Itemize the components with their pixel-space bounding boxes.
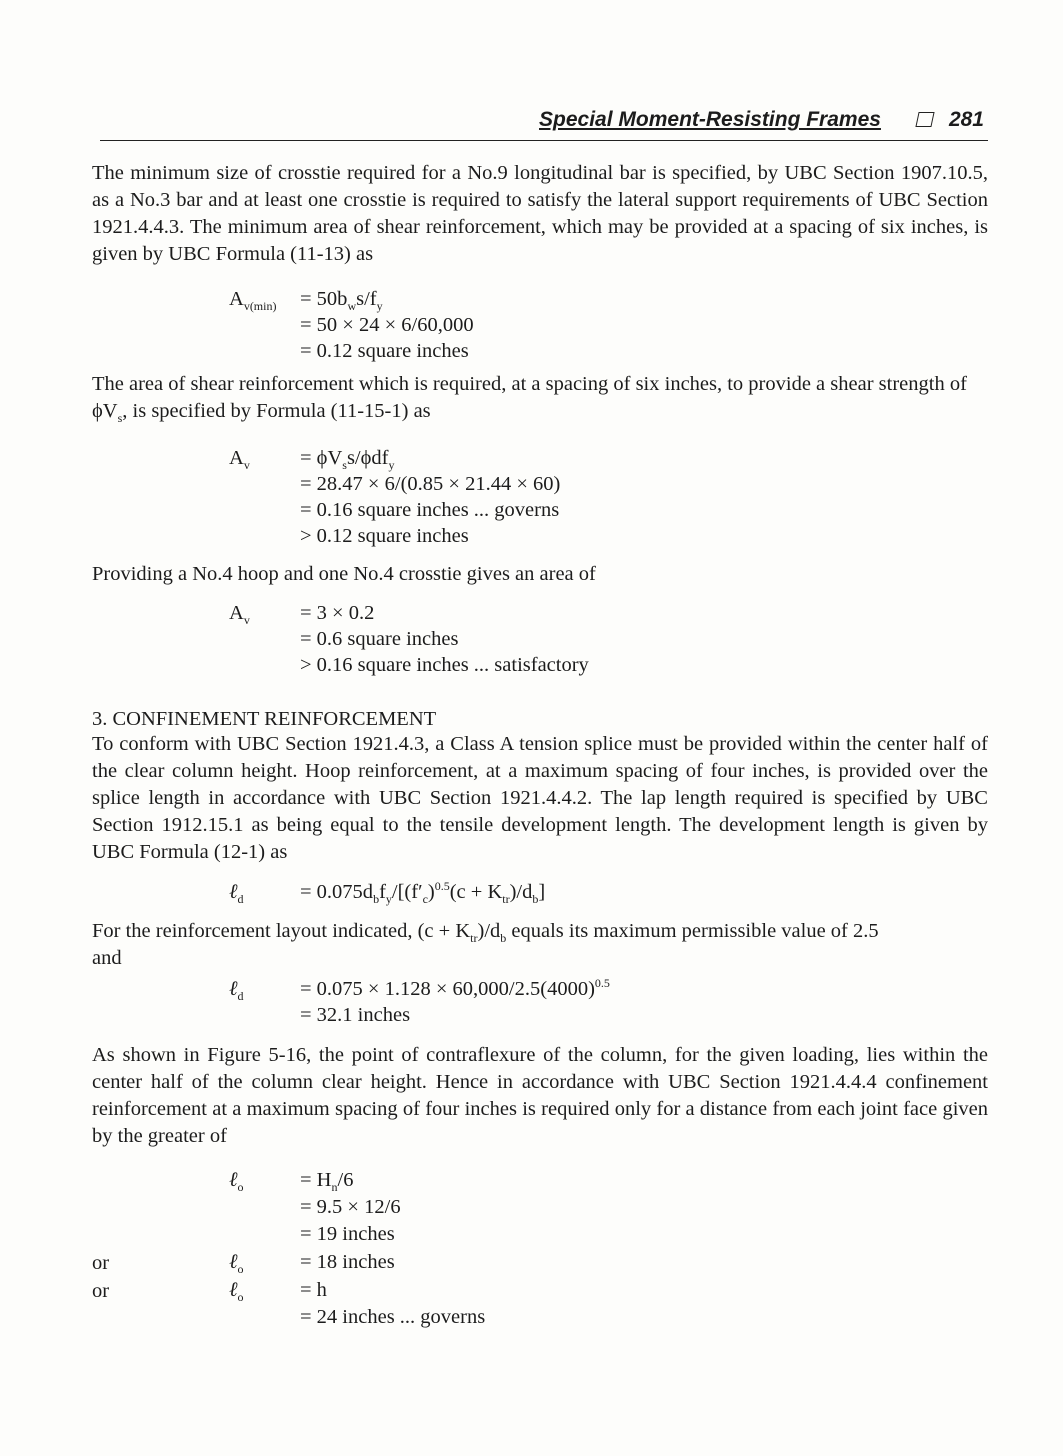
eq-line: = 18 inches [300, 1251, 395, 1273]
or-label: or [92, 1280, 110, 1302]
section-heading: 3. CONFINEMENT REINFORCEMENT [92, 708, 437, 730]
header-text [539, 108, 984, 132]
eq-line: = 28.47 × 6/(0.85 × 21.44 × 60) [300, 473, 561, 495]
eq-line: > 0.12 square inches [300, 525, 469, 547]
or-label: or [92, 1252, 110, 1274]
eq-line: = 3 × 0.2 [300, 602, 375, 624]
eq-line: = 0.16 square inches ... governs [300, 499, 560, 521]
paragraph-hoop: Providing a No.4 hoop and one No.4 crosstie gives an area of [92, 563, 596, 585]
eq-line: = 0.12 square inches [300, 340, 469, 362]
eq-line: = 9.5 × 12/6 [300, 1196, 401, 1218]
equation-av-required [0, 443, 1063, 553]
equation-lo [0, 1165, 1063, 1335]
equation-av-min [0, 284, 1063, 364]
eq-line: = $0.075d_bf_y/[(f'_c)^{0.5}(c + K_{tr})/d_b]$ [300, 879, 546, 907]
eq-line: > 0.16 square inches ... satisfactory [300, 654, 589, 676]
header-title: Special Moment-Resisting Frames [539, 108, 881, 131]
eq-line: = 0.6 square inches [300, 628, 459, 650]
paragraph-shear-area: The area of shear reinforcement which is required, at a spacing of six inches, to provide a shear strength of $\phi V_s$, is specified by Formula (11-15-1) as [92, 373, 967, 426]
eq-lhs: $A_v$ [229, 602, 250, 628]
page-number: 281 [948, 108, 984, 131]
eq-lhs: ℓ$_o$ [229, 1279, 244, 1305]
paragraph-confinement: To conform with UBC Section 1921.4.3, a Class A tension splice must be provided within the center half of the clear column height. Hoop reinforcement, at a maximum spacing of four inches, is provided over the splice length in accordance with UBC Section 1921.4.4.2. The lap length required is specified by UBC Section 1912.15.1 as being equal to the tensile development length. The development length is given by UBC Formula (12-1) as [92, 733, 988, 863]
eq-line: = $0.075 \times 1.128 \times 60,000/2.5(4000)^{0.5}$ [300, 976, 610, 1000]
paragraph-layout: For the reinforcement layout indicated, $(c + K_{tr})/d_b$ equals its maximum permissible value of 2.5 and [92, 920, 879, 969]
eq-line: = 50 × 24 × 6/60,000 [300, 314, 474, 336]
eq-lhs: $A_{v(min)}$ [229, 288, 277, 314]
eq-line: = $50b_ws/f_y$ [300, 288, 383, 314]
eq-line: = $\phi V_ss/\phi df_y$ [300, 447, 395, 473]
paragraph-crosstie: The minimum size of crosstie required for a No.9 longitudinal bar is specified, by UBC Section 1907.10.5, as a No.3 bar and at least one crosstie is required to satisfy the lateral support requirements of UBC Section 1921.4.4.3. The minimum area of shear reinforcement, which may be provided at a spacing of six inches, is given by UBC Formula (11-13) as [92, 162, 988, 265]
eq-lhs: ℓ$_d$ [229, 978, 244, 1004]
box-ornament-icon [915, 112, 934, 127]
eq-lhs: ℓ$_o$ [229, 1251, 244, 1277]
eq-line: = h [300, 1279, 327, 1301]
paragraph-contraflexure: As shown in Figure 5-16, the point of contraflexure of the column, for the given loading, lies within the center half of the column clear height. Hence in accordance with UBC Section 1921.4.4.4 confinement reinforcement at a maximum spacing of four inches is required only for a distance from each joint face given by the greater of [92, 1044, 988, 1147]
eq-line: = 24 inches ... governs [300, 1306, 486, 1328]
eq-line: = $H_n/6$ [300, 1169, 354, 1195]
equation-av-provided [0, 598, 1063, 680]
eq-line: = 32.1 inches [300, 1004, 411, 1026]
eq-lhs: ℓ$_d$ [229, 881, 244, 907]
eq-line: = 19 inches [300, 1223, 395, 1245]
equation-ld-formula [0, 877, 1063, 907]
equation-ld-value [0, 974, 1063, 1030]
running-header [100, 108, 988, 141]
eq-lhs: $A_v$ [229, 447, 250, 473]
eq-lhs: ℓ$_o$ [229, 1169, 244, 1195]
